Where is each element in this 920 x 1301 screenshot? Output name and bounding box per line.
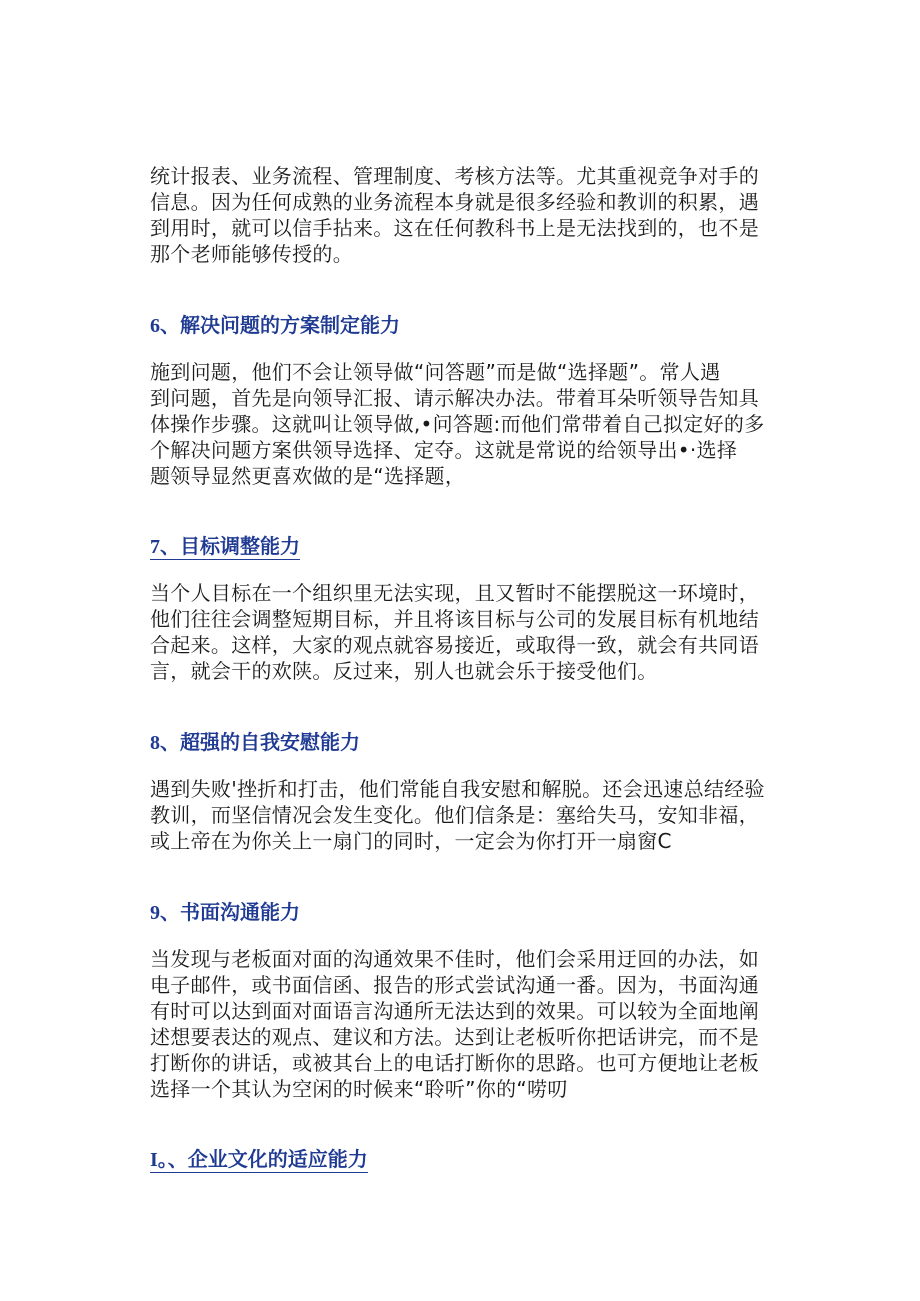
paragraph-line: 述想要表达的观点、建议和方法。达到让老板听你把话讲完，而不是 bbox=[150, 1025, 759, 1049]
paragraph-line: 到用时，就可以信手拈来。这在任何教科书上是无法找到的，也不是 bbox=[150, 216, 759, 240]
paragraph-line: 言，就会干的欢陕。反过来，别人也就会乐于接受他们。 bbox=[150, 659, 658, 683]
section-title: 、书面沟通能力 bbox=[160, 900, 300, 924]
paragraph-line: 施到问题，他们不会让领导做“问答题”而是做“选择题”。常人遇 bbox=[150, 360, 721, 384]
section-paragraph-6 bbox=[150, 359, 765, 489]
section-paragraph-9 bbox=[150, 946, 762, 1102]
paragraph-line: 体操作步骤。这就叫让领导做,•问答题:而他们常带着自己拟定好的多 bbox=[150, 412, 765, 436]
document-page bbox=[150, 163, 765, 1173]
section-heading-6 bbox=[150, 312, 762, 339]
paragraph-line: 统计报表、业务流程、管理制度、考核方法等。尤其重视竞争对手的 bbox=[150, 164, 759, 188]
paragraph-line: 信息。因为任何成熟的业务流程本身就是很多经验和教训的积累，遇 bbox=[150, 190, 759, 214]
paragraph-line: 到问题，首先是向领导汇报、请示解决办法。带着耳朵听领导告知具 bbox=[150, 386, 759, 410]
paragraph-line: 合起来。这样，大家的观点就容易接近，或取得一致，就会有共同语 bbox=[150, 633, 759, 657]
intro-paragraph bbox=[150, 163, 762, 267]
paragraph-line: 有时可以达到面对面语言沟通所无法达到的效果。可以较为全面地阐 bbox=[150, 999, 759, 1023]
paragraph-line: 那个老师能够传授的。 bbox=[150, 242, 353, 266]
paragraph-line: 个解决问题方案供领导选择、定夺。这就是常说的给领导出•·选择 bbox=[150, 438, 738, 462]
section-number: 9 bbox=[150, 902, 160, 924]
paragraph-line: 当发现与老板面对面的沟通效果不佳时，他们会采用迂回的办法，如 bbox=[150, 947, 759, 971]
paragraph-line: 选择一个其认为空闲的时候来“聆听”你的“唠叨 bbox=[150, 1077, 568, 1101]
section-heading-9 bbox=[150, 899, 762, 926]
section-number: I。 bbox=[150, 1149, 168, 1171]
paragraph-line: 当个人目标在一个组织里无法实现，且又暂时不能摆脱这一环境时， bbox=[150, 581, 759, 605]
section-title: 、解决问题的方案制定能力 bbox=[160, 313, 400, 337]
section-heading-8 bbox=[150, 729, 762, 756]
section-paragraph-7 bbox=[150, 580, 762, 684]
paragraph-line: 教训，而坚信情况会发生变化。他们信条是：塞给失马，安知非福， bbox=[150, 803, 759, 827]
section-number: 8 bbox=[150, 732, 160, 754]
section-title: 、企业文化的适应能力 bbox=[167, 1147, 368, 1171]
section-heading-7 bbox=[150, 534, 300, 560]
section-paragraph-8 bbox=[150, 776, 765, 854]
paragraph-line: 打断你的讲话，或被其台上的电话打断你的思路。也可方便地让老板 bbox=[150, 1051, 759, 1075]
section-number: 7 bbox=[150, 536, 160, 558]
paragraph-line: 电子邮件，或书面信函、报告的形式尝试沟通一番。因为，书面沟通 bbox=[150, 973, 759, 997]
paragraph-line: 遇到失败'挫折和打击，他们常能自我安慰和解脱。还会迅速总结经验 bbox=[150, 777, 765, 801]
paragraph-line: 他们往往会调整短期目标，并且将该目标与公司的发展目标有机地结 bbox=[150, 607, 759, 631]
section-number: 6 bbox=[150, 315, 160, 337]
paragraph-line: 或上帝在为你关上一扇门的同时，一定会为你打开一扇窗C bbox=[150, 829, 672, 853]
paragraph-line: 题领导显然更喜欢做的是“选择题， bbox=[150, 464, 466, 488]
section-title: 、目标调整能力 bbox=[160, 534, 300, 558]
section-heading-10 bbox=[150, 1147, 368, 1173]
section-title: 、超强的自我安慰能力 bbox=[160, 730, 360, 754]
